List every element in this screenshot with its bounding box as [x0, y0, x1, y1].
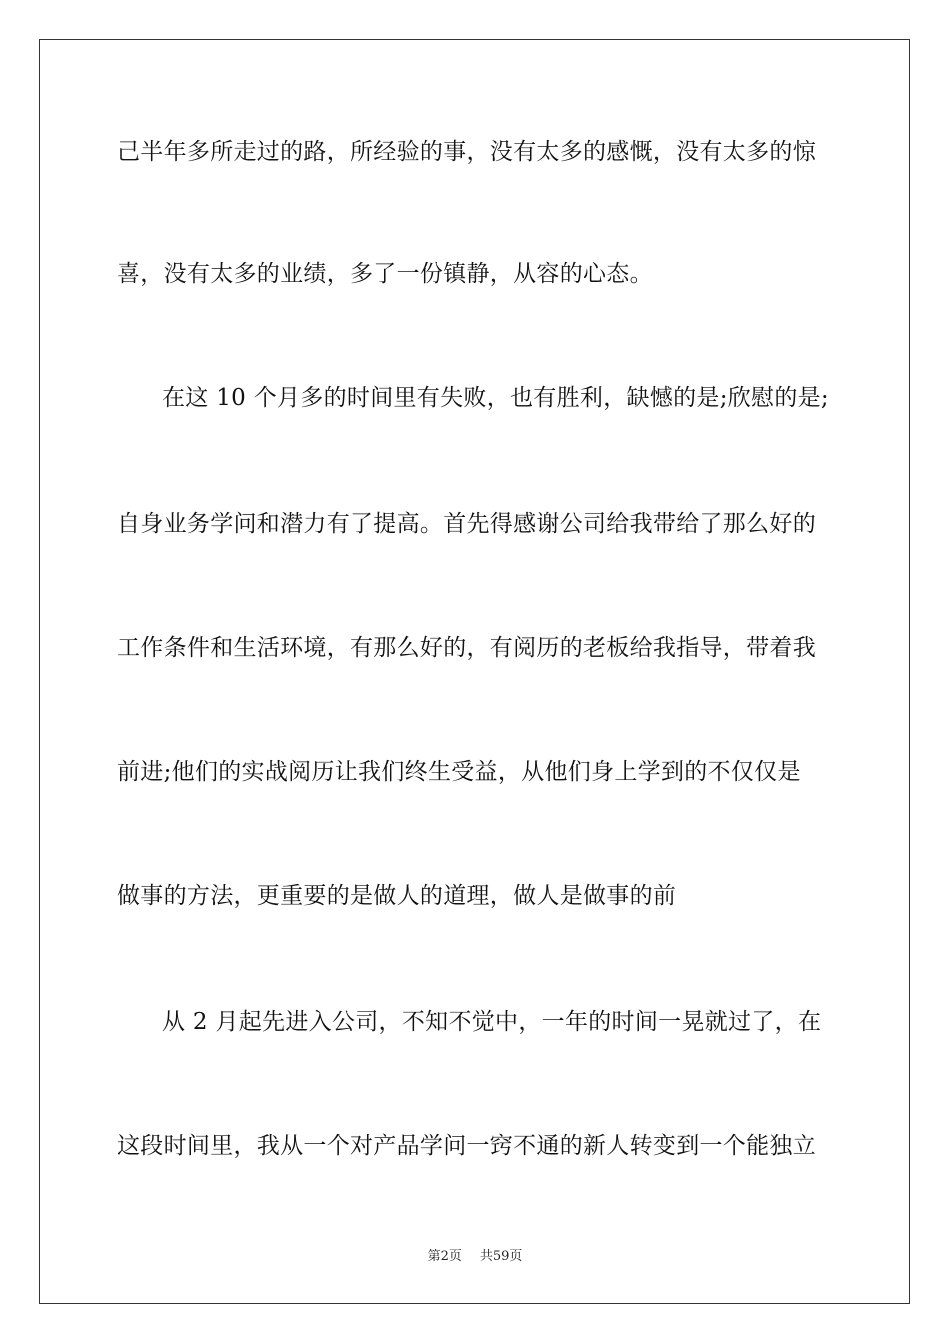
- paragraph-start-line: 从 2 月起先进入公司，不知不觉中，一年的时间一晃就过了，在: [162, 1009, 822, 1035]
- page-footer: [0, 1249, 950, 1265]
- page-frame: [39, 39, 910, 1304]
- body-text-line: 工作条件和生活环境，有那么好的，有阅历的老板给我指导，带着我: [117, 635, 816, 661]
- page-total: 共59页: [479, 1249, 523, 1264]
- paragraph-start-line: 在这 10 个月多的时间里有失败，也有胜利，缺憾的是;欣慰的是;: [162, 385, 829, 411]
- body-text-line: 前进;他们的实战阅历让我们终生受益，从他们身上学到的不仅仅是: [117, 759, 801, 785]
- body-text-line: 做事的方法，更重要的是做人的道理，做人是做事的前: [117, 883, 677, 909]
- page-number: 第2页: [427, 1249, 462, 1264]
- body-text-line: 自身业务学问和潜力有了提高。首先得感谢公司给我带给了那么好的: [117, 511, 816, 537]
- body-text-line: 喜，没有太多的业绩，多了一份镇静，从容的心态。: [117, 261, 653, 287]
- body-text-line: 己半年多所走过的路，所经验的事，没有太多的感慨，没有太多的惊: [117, 139, 816, 165]
- body-text-line: 这段时间里，我从一个对产品学问一窍不通的新人转变到一个能独立: [117, 1133, 816, 1159]
